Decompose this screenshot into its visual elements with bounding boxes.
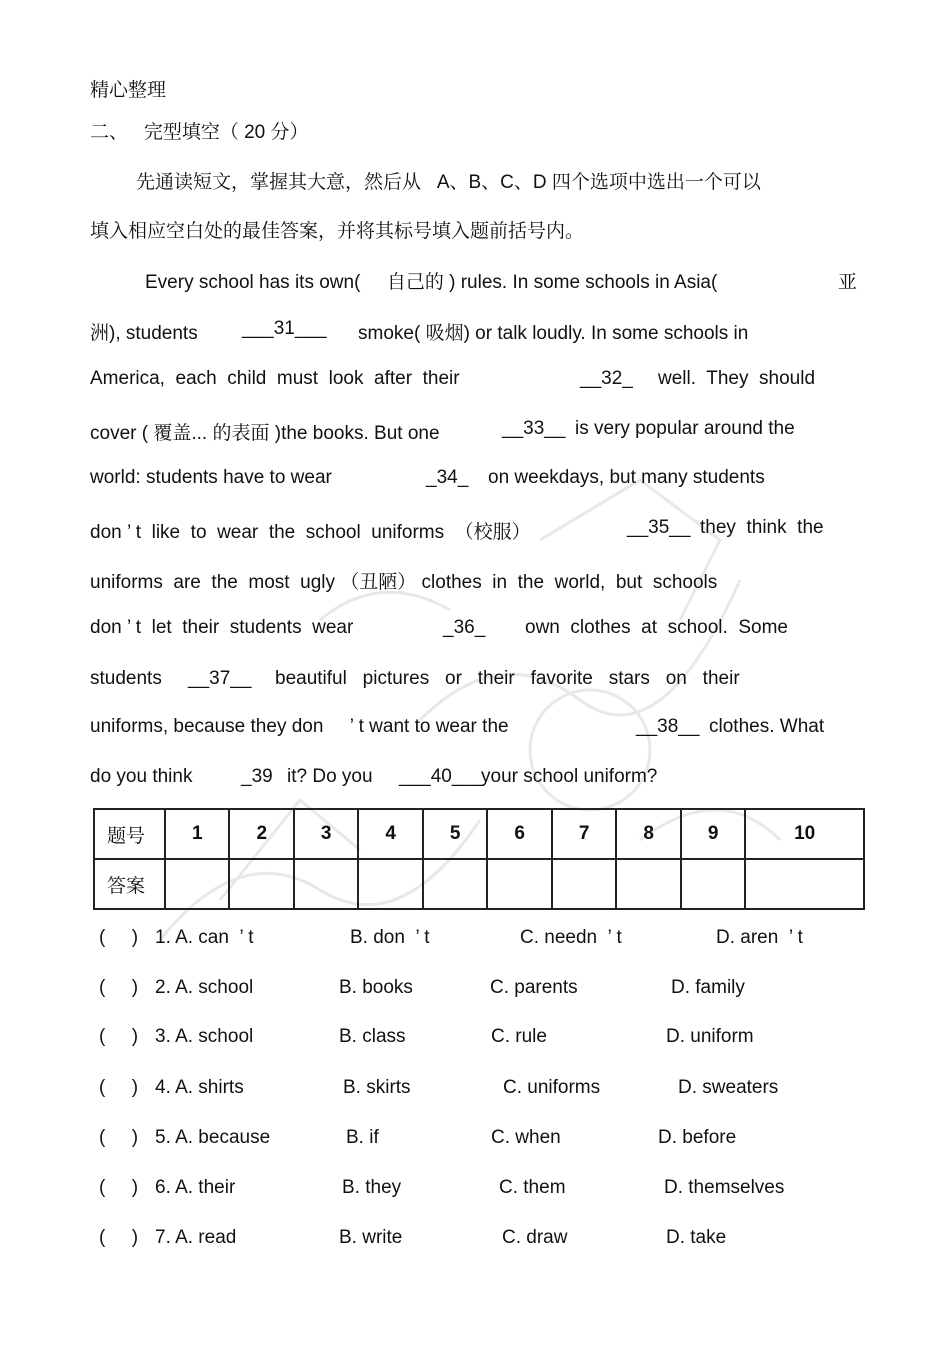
passage-line: own clothes at school. Some: [525, 617, 788, 638]
table-number-cell: 3: [294, 809, 358, 859]
option-b: B. they: [342, 1177, 402, 1198]
blank-36: _36_: [443, 617, 486, 638]
passage-line: is very popular around the: [575, 418, 795, 439]
passage-line: cover ( 覆盖... 的表面 )the books. But one: [90, 423, 440, 444]
passage-line: well. They should: [658, 368, 816, 389]
table-header-number: 题号: [94, 809, 165, 859]
table-number-cell: 4: [358, 809, 422, 859]
table-header-answer: 答案: [94, 859, 165, 909]
option-a: 6. A. their: [155, 1177, 236, 1198]
passage-line: clothes. What: [709, 716, 825, 737]
passage-line: on weekdays, but many students: [488, 467, 765, 488]
option-a: 1. A. can ’ t: [155, 927, 254, 948]
passage-line: students: [90, 668, 162, 689]
passage-line: America, each child must look after their: [90, 368, 460, 389]
passage-line: Every school has its own( 自己的 ) rules. In some schools in Asia(: [145, 272, 718, 293]
option-b: B. skirts: [343, 1077, 411, 1098]
blank-38: __38__: [636, 716, 700, 737]
answer-table-number-row: [94, 809, 864, 859]
blank-37: __37__: [188, 668, 252, 689]
option-d: D. uniform: [666, 1026, 754, 1047]
answer-bracket[interactable]: ( ): [99, 1077, 139, 1098]
table-number-cell: 8: [616, 809, 680, 859]
option-c: C. parents: [490, 977, 578, 998]
passage-line: 亚: [838, 272, 858, 293]
option-c: C. when: [491, 1127, 561, 1148]
answer-cell[interactable]: [487, 859, 551, 909]
option-a: 5. A. because: [155, 1127, 271, 1148]
answer-cell[interactable]: [229, 859, 293, 909]
blank-32: __32_: [580, 368, 633, 389]
passage-line: don ’ t let their students wear: [90, 617, 354, 638]
option-a: 4. A. shirts: [155, 1077, 244, 1098]
passage-line: uniforms are the most ugly （丑陋） clothes in the world, but schools: [90, 572, 718, 593]
answer-cell[interactable]: [745, 859, 864, 909]
blank-34: _34_: [426, 467, 469, 488]
passage-line: they think the: [700, 517, 824, 538]
option-a: 7. A. read: [155, 1227, 237, 1248]
option-b: B. don ’ t: [350, 927, 430, 948]
passage-line: world: students have to wear: [90, 467, 332, 488]
passage-line: 洲), students: [90, 323, 198, 344]
answer-table-answer-row: [94, 859, 864, 909]
answer-bracket[interactable]: ( ): [99, 1177, 139, 1198]
answer-cell[interactable]: [423, 859, 487, 909]
option-b: B. if: [346, 1127, 379, 1148]
blank-33: __33__: [502, 418, 566, 439]
option-d: D. take: [666, 1227, 727, 1248]
option-c: C. needn ’ t: [520, 927, 622, 948]
blank-35: __35__: [627, 517, 691, 538]
passage-line: beautiful pictures or their favorite stars on their: [275, 668, 740, 689]
table-number-cell: 9: [681, 809, 745, 859]
answer-bracket[interactable]: ( ): [99, 927, 139, 948]
blank-40: ___40___: [399, 766, 484, 787]
answer-cell[interactable]: [681, 859, 745, 909]
option-c: C. draw: [502, 1227, 568, 1248]
answer-bracket[interactable]: ( ): [99, 977, 139, 998]
table-number-cell: 10: [745, 809, 864, 859]
table-number-cell: 2: [229, 809, 293, 859]
answer-cell[interactable]: [616, 859, 680, 909]
passage-line: smoke( 吸烟) or talk loudly. In some schools in: [358, 323, 749, 344]
table-number-cell: 5: [423, 809, 487, 859]
table-number-cell: 6: [487, 809, 551, 859]
option-c: C. rule: [491, 1026, 547, 1047]
option-d: D. before: [658, 1127, 737, 1148]
answer-cell[interactable]: [165, 859, 229, 909]
passage-line: uniforms, because they don ’ t want to wear the: [90, 716, 509, 737]
passage-line: it? Do you: [287, 766, 373, 787]
table-number-cell: 7: [552, 809, 616, 859]
option-c: C. uniforms: [503, 1077, 601, 1098]
option-d: D. sweaters: [678, 1077, 779, 1098]
answer-cell[interactable]: [358, 859, 422, 909]
answer-cell[interactable]: [552, 859, 616, 909]
section-title: 二、 完型填空（ 20 分）: [90, 122, 309, 143]
instructions-line-1: 先通读短文，掌握其大意，然后从 A、B、C、D 四个选项中选出一个可以: [136, 172, 761, 193]
blank-39: _39: [241, 766, 273, 787]
option-c: C. them: [499, 1177, 566, 1198]
option-d: D. family: [671, 977, 745, 998]
answer-bracket[interactable]: ( ): [99, 1127, 139, 1148]
answer-bracket[interactable]: ( ): [99, 1026, 139, 1047]
answer-cell[interactable]: [294, 859, 358, 909]
option-a: 3. A. school: [155, 1026, 254, 1047]
passage-line: your school uniform?: [481, 766, 658, 787]
option-d: D. themselves: [664, 1177, 785, 1198]
passage-line: don ’ t like to wear the school uniforms （校服）: [90, 522, 531, 543]
option-d: D. aren ’ t: [716, 927, 803, 948]
instructions-line-2: 填入相应空白处的最佳答案，并将其标号填入题前括号内。: [90, 221, 585, 242]
passage-line: do you think: [90, 766, 193, 787]
option-b: B. books: [339, 977, 413, 998]
option-a: 2. A. school: [155, 977, 254, 998]
header-label: 精心整理: [90, 80, 167, 101]
blank-31: ___31___: [242, 318, 327, 339]
answer-table: [93, 808, 865, 910]
table-number-cell: 1: [165, 809, 229, 859]
answer-bracket[interactable]: ( ): [99, 1227, 139, 1248]
option-b: B. class: [339, 1026, 406, 1047]
option-b: B. write: [339, 1227, 403, 1248]
